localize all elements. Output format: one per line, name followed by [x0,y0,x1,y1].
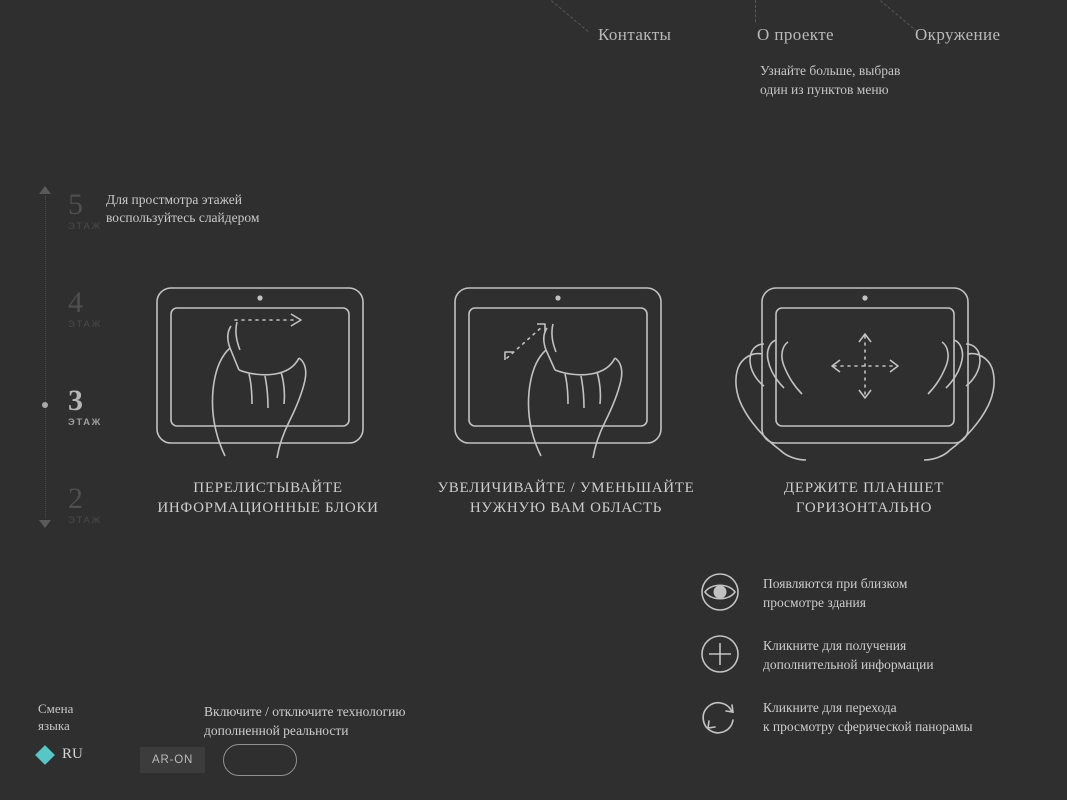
plus-circle-icon[interactable] [698,632,742,676]
nav-hint-line-1: Узнайте больше, выбрав [760,63,901,78]
gesture-caption-line-1: ПЕРЕЛИСТЫВАЙТЕ [193,480,343,496]
language-current[interactable] [38,746,83,763]
gesture-caption-line-2: ГОРИЗОНТАЛЬНО [795,500,933,516]
floor-hint-line-2: воспользуйтесь слайдером [106,210,260,225]
legend-item-eye [698,568,1038,630]
nav-item-about[interactable]: О проекте [757,25,834,44]
swipe-tablet-icon [153,270,383,470]
language-label-line-2: языка [38,718,70,733]
floor-unit: ЭТАЖ [68,319,102,330]
floor-number: 3 [68,384,83,417]
floor-up-arrow-icon[interactable] [39,186,51,194]
legend-item-panorama [698,692,1038,754]
language-label-line-1: Смена [38,701,74,716]
legend-text [763,698,973,736]
floor-number: 5 [68,188,83,221]
gesture-caption-line-2: ИНФОРМАЦИОННЫЕ БЛОКИ [157,500,379,516]
ar-hint [204,702,406,740]
gesture-caption-line-1: УВЕЛИЧИВАЙТЕ / УМЕНЬШАЙТЕ [437,480,695,496]
nav-hint-line-2: один из пунктов меню [760,82,889,97]
language-switcher[interactable] [38,700,158,762]
top-navigation [0,0,1067,97]
legend-text [763,636,934,674]
gesture-caption [704,478,1024,518]
pinch-zoom-tablet-icon [451,270,681,470]
legend-item-plus [698,630,1038,692]
legend-text-line-2: просмотре здания [763,595,866,610]
floor-unit: ЭТАЖ [68,417,102,428]
floor-hint-line-1: Для простмотра этажей [106,192,242,207]
nav-item-environment[interactable]: Окружение [915,25,1001,44]
legend-text-line-1: Кликните для получения [763,638,907,653]
legend-text-line-1: Кликните для перехода [763,700,897,715]
nav-connector-line-2 [755,0,757,22]
gesture-card-pinch-zoom [406,270,726,518]
legend-text-line-2: к просмотру сферической панорамы [763,719,973,734]
eye-icon[interactable] [698,570,742,614]
floor-number: 4 [68,286,83,319]
ar-switch[interactable] [223,744,297,776]
legend-text [763,574,907,612]
refresh-panorama-icon[interactable] [698,694,742,738]
ar-toggle-group[interactable] [140,744,297,776]
nav-hint [760,61,900,99]
floor-slider-hint [106,191,259,227]
diamond-icon [35,745,55,765]
language-label [38,700,158,734]
language-code: RU [62,746,83,762]
ar-hint-line-1: Включите / отключите технологию [204,704,406,719]
gesture-card-swipe [108,270,428,518]
gesture-caption-line-1: ДЕРЖИТЕ ПЛАНШЕТ [783,480,945,496]
gesture-cards [0,270,1067,550]
gesture-caption-line-2: НУЖНУЮ ВАМ ОБЛАСТЬ [469,500,663,516]
hold-tablet-horizontal-icon [724,270,1004,470]
legend-text-line-2: дополнительной информации [763,657,934,672]
ar-on-chip[interactable]: AR-ON [140,747,205,773]
gesture-caption [108,478,428,518]
legend-list [698,568,1038,754]
floor-unit: ЭТАЖ [68,515,102,526]
floor-unit: ЭТАЖ [68,221,102,232]
nav-item-contacts[interactable]: Контакты [598,25,672,44]
nav-connector-line-1 [550,0,588,32]
gesture-card-hold-horizontal [704,270,1024,518]
gesture-caption [406,478,726,518]
legend-text-line-1: Появляются при близком [763,576,908,591]
nav-connector-line-3 [879,0,917,32]
floor-number: 2 [68,482,83,515]
ar-hint-line-2: дополненной реальности [204,723,349,738]
